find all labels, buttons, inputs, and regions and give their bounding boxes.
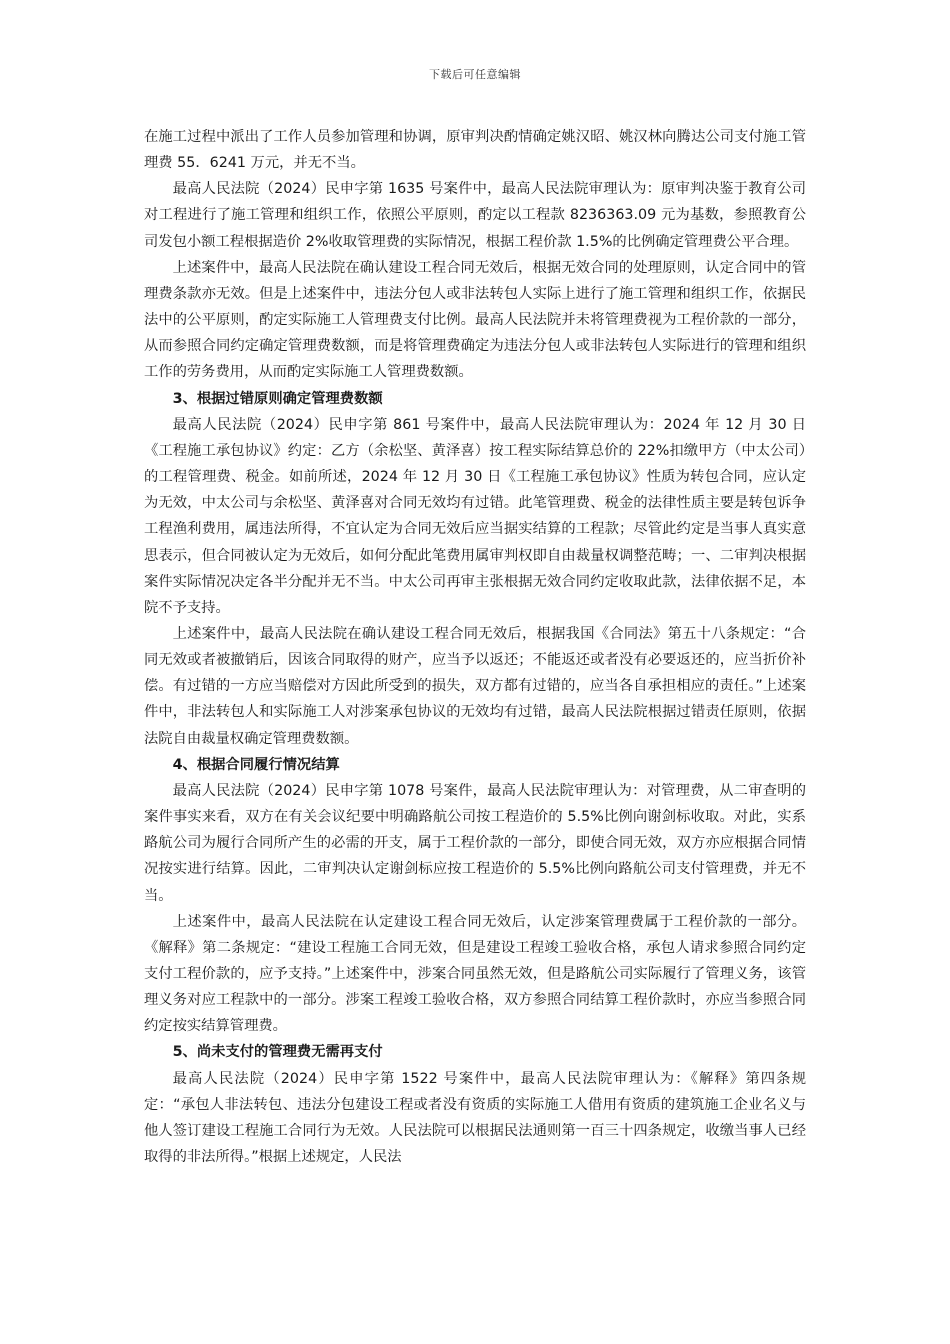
paragraph: 上述案件中，最高人民法院在确认建设工程合同无效后，根据无效合同的处理原则，认定合同中的管理费条款亦无效。但是上述案件中，违法分包人或非法转包人实际上进行了施工管理和组织工作，依据民法中的公平原则，酌定实际施工人管理费支付比例。最高人民法院并未将管理费视为工程价款的一部分，从而参照合同约定确定管理费数额，而是将管理费确定为违法分包人或非法转包人实际进行的管理和组织工作的劳务费用，从而酌定实际施工人管理费数额。 — [144, 259, 806, 381]
page-header: 下载后可任意编辑 — [429, 68, 521, 81]
section-heading: 5、尚未支付的管理费无需再支付 — [172, 1044, 383, 1061]
document-body — [144, 124, 806, 1170]
paragraph: 最高人民法院（2024）民申字第 1635 号案件中，最高人民法院审理认为：原审判决鉴于教育公司对工程进行了施工管理和组织工作，依照公平原则，酌定以工程款 8236363.09 元为基数，参照教育公司发包小额工程根据造价 2%收取管理费的实际情况，根据工程价款 1.5%的比例确定管理费公平合理。 — [144, 181, 806, 250]
section-heading: 3、根据过错原则确定管理费数额 — [172, 390, 383, 407]
paragraph: 上述案件中，最高人民法院在认定建设工程合同无效后，认定涉案管理费属于工程价款的一部分。《解释》第二条规定：“建设工程施工合同无效，但是建设工程竣工验收合格，承包人请求参照合同约定支付工程价款的，应予支持。”上述案件中，涉案合同虽然无效，但是路航公司实际履行了管理义务，该管理义务对应工程款中的一部分。涉案工程竣工验收合格，双方参照合同结算工程价款时，亦应当参照合同约定按实结算管理费。 — [144, 913, 806, 1035]
paragraph: 上述案件中，最高人民法院在确认建设工程合同无效后，根据我国《合同法》第五十八条规定：“合同无效或者被撤销后，因该合同取得的财产，应当予以返还；不能返还或者没有必要返还的，应当折价补偿。有过错的一方应当赔偿对方因此所受到的损失，双方都有过错的，应当各自承担相应的责任。”上述案件中，非法转包人和实际施工人对涉案承包协议的无效均有过错，最高人民法院根据过错责任原则，依据法院自由裁量权确定管理费数额。 — [144, 625, 806, 747]
paragraph: 最高人民法院（2024）民申字第 861 号案件中，最高人民法院审理认为：2024 年 12 月 30 日《工程施工承包协议》约定：乙方（余松坚、黄泽喜）按工程实际结算总价的 22%扣缴甲方（中太公司）的工程管理费、税金。如前所述，2024 年 12 月 30 日《工程施工承包协议》性质为转包合同，应认定为无效，中太公司与余松坚、黄泽喜对合同无效均有过错。此笔管理费、税金的法律性质主要是转包诉争工程渔利费用，属违法所得，不宜认定为合同无效后应当据实结算的工程款；尽管此约定是当事人真实意思表示，但合同被认定为无效后，如何分配此笔费用属审判权即自由裁量权调整范畴；一、二审判决根据案件实际情况决定各半分配并无不当。中太公司再审主张根据无效合同约定收取此款，法律依据不足，本院不予支持。 — [144, 416, 806, 616]
section-heading: 4、根据合同履行情况结算 — [172, 756, 340, 773]
paragraph: 最高人民法院（2024）民申字第 1522 号案件中，最高人民法院审理认为：《解释》第四条规定：“承包人非法转包、违法分包建设工程或者没有资质的实际施工人借用有资质的建筑施工企业名义与他人签订建设工程施工合同行为无效。人民法院可以根据民法通则第一百三十四条规定，收缴当事人已经取得的非法所得。”根据上述规定，人民法 — [144, 1070, 806, 1166]
paragraph: 最高人民法院（2024）民申字第 1078 号案件，最高人民法院审理认为：对管理费，从二审查明的案件事实来看，双方在有关会议纪要中明确路航公司按工程造价的 5.5%比例向谢剑标收取。对此，实系路航公司为履行合同所产生的必需的开支，属于工程价款的一部分，即使合同无效，双方亦应根据合同情况按实进行结算。因此，二审判决认定谢剑标应按工程造价的 5.5%比例向路航公司支付管理费，并无不当。 — [144, 782, 806, 904]
paragraph: 在施工过程中派出了工作人员参加管理和协调，原审判决酌情确定姚汉昭、姚汉林向腾达公司支付施工管理费 55．6241 万元，并无不当。 — [144, 129, 806, 172]
